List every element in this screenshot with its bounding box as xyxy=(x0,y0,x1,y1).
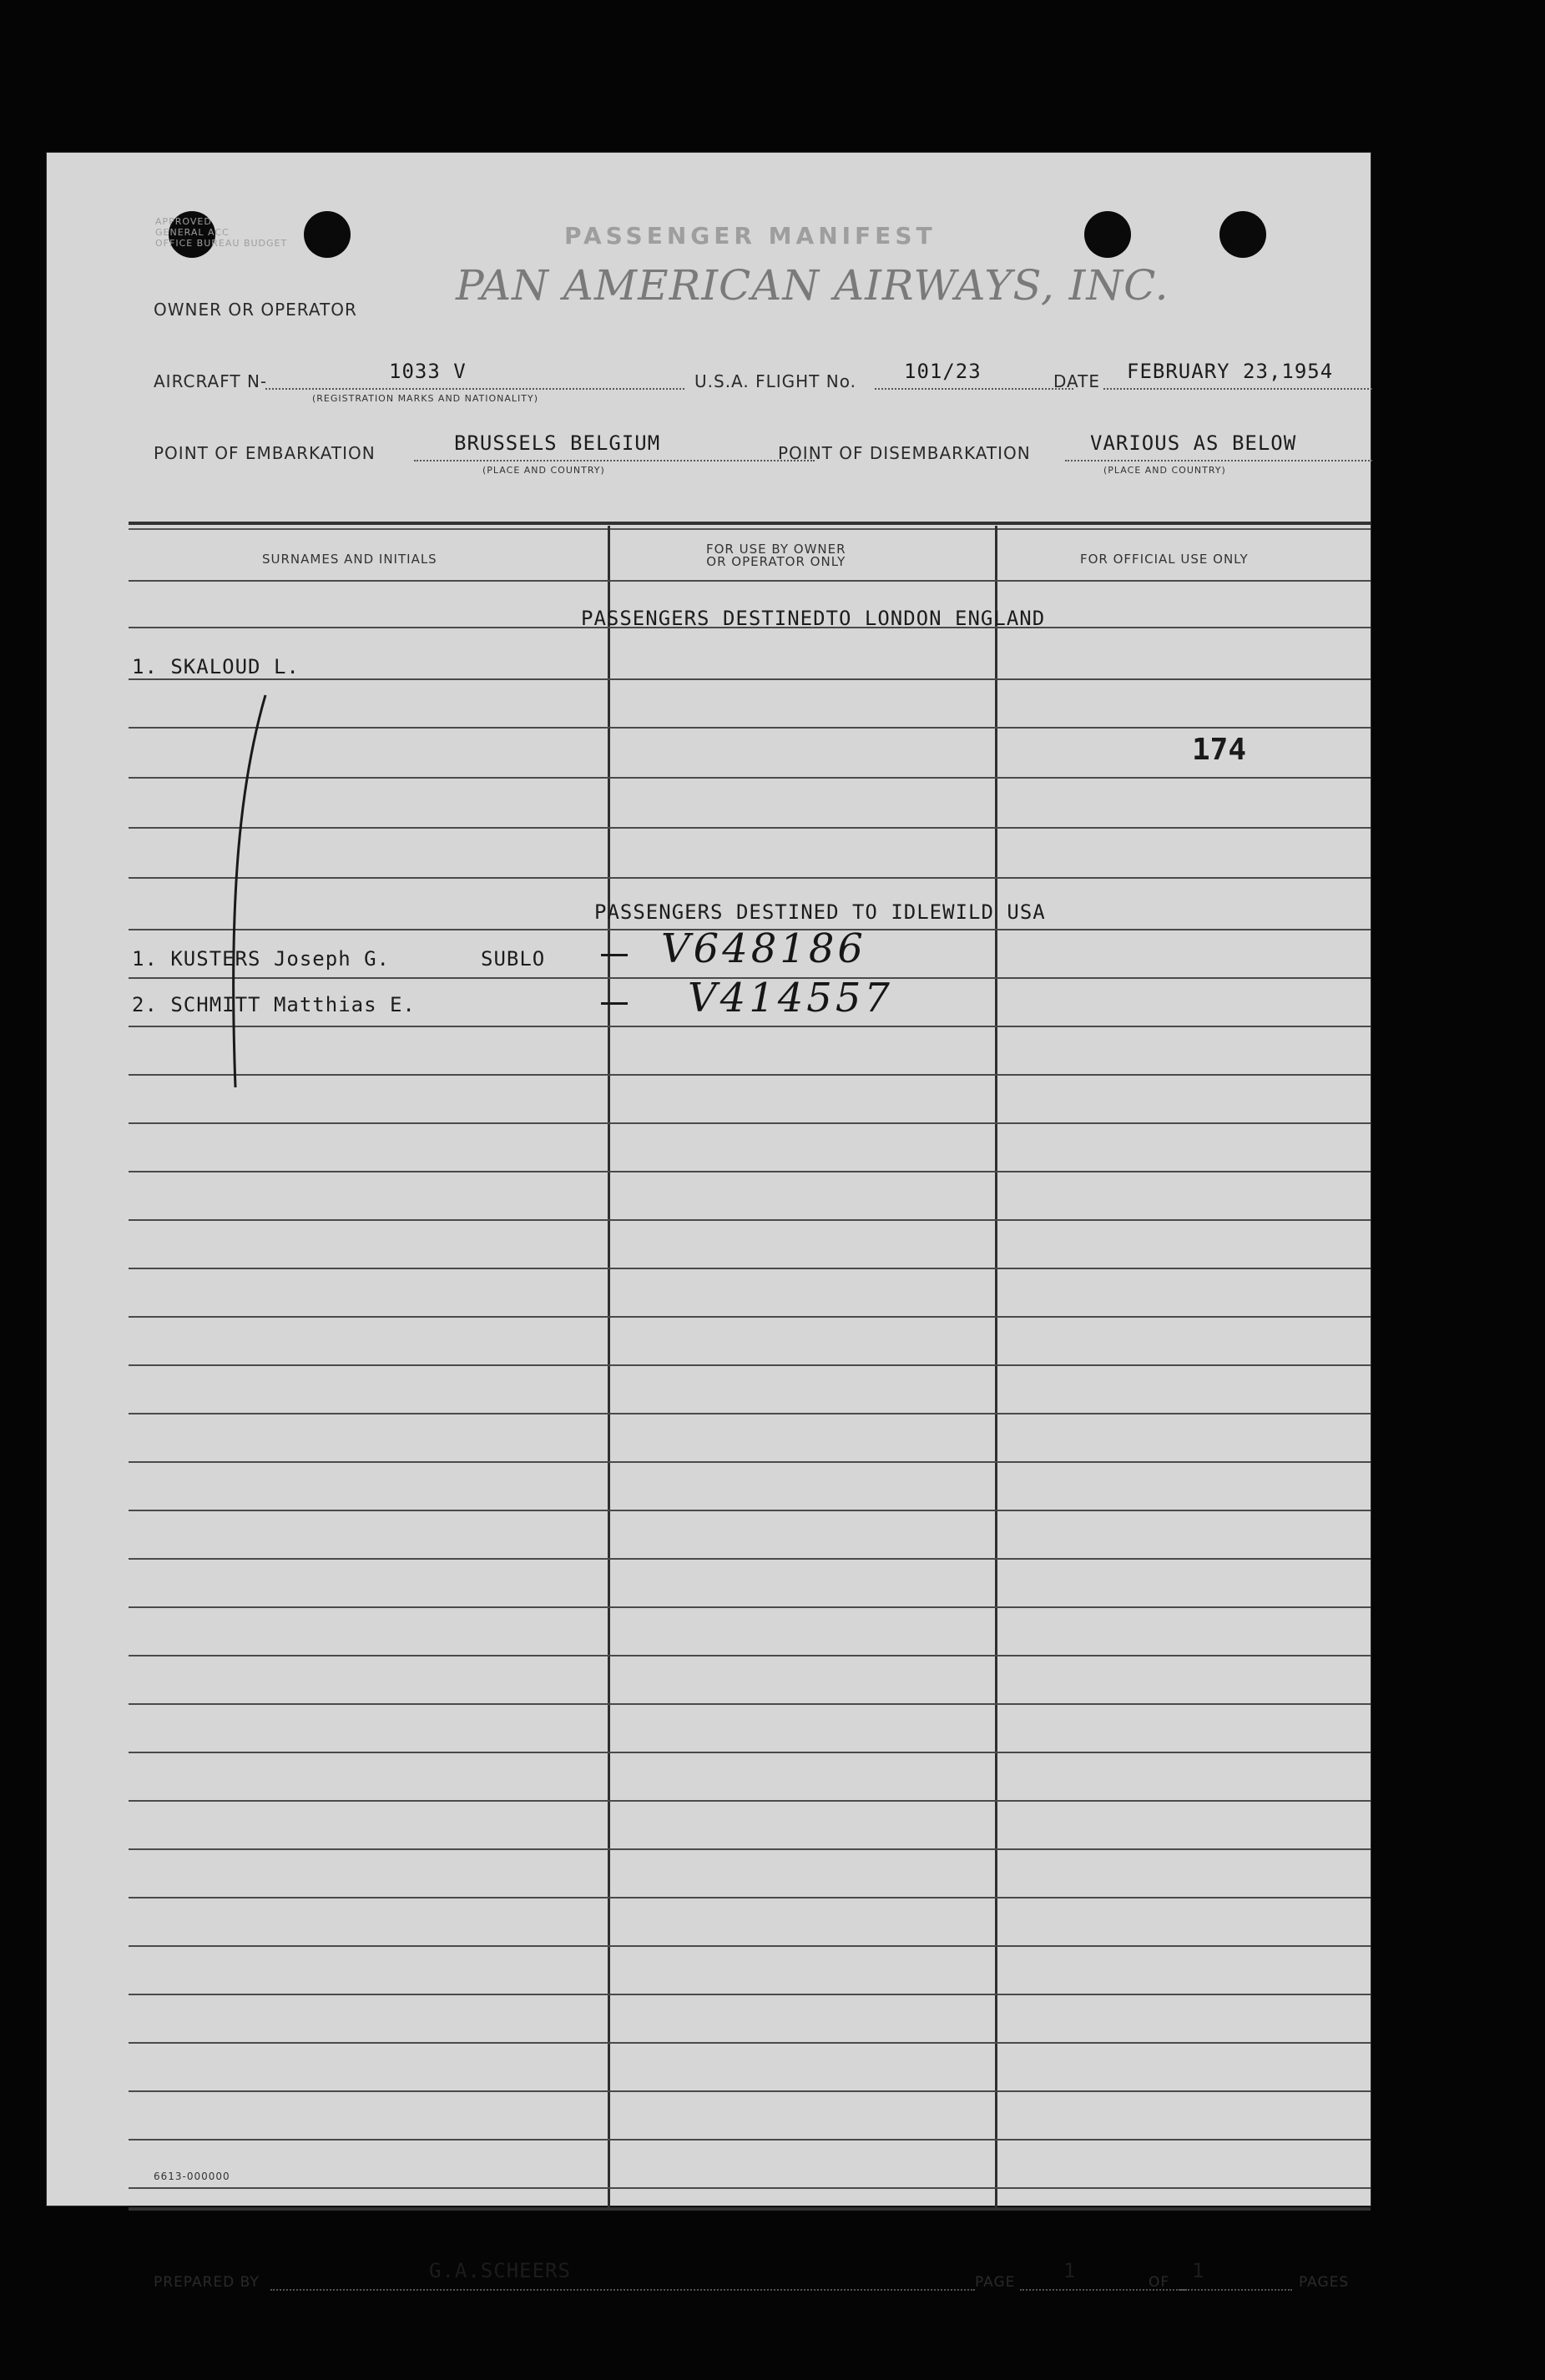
ruled-line xyxy=(129,1026,1371,1027)
punch-hole-icon xyxy=(304,211,351,258)
ruled-line xyxy=(129,1219,1371,1221)
prepared-by-label: PREPARED BY xyxy=(154,2274,260,2291)
column-header-owner-use: FOR USE BY OWNER OR OPERATOR ONLY xyxy=(706,542,846,569)
ruled-line xyxy=(129,580,1371,582)
ruled-line xyxy=(129,2187,1371,2189)
group-heading-idlewild: PASSENGERS DESTINED TO IDLEWILD USA xyxy=(594,900,1046,924)
ruled-line xyxy=(129,1897,1371,1898)
ruled-line xyxy=(129,1364,1371,1366)
dash-mark-icon xyxy=(601,954,628,956)
aircraft-label: AIRCRAFT N- xyxy=(154,371,268,391)
ruled-line xyxy=(129,1268,1371,1269)
group-heading-london: PASSENGERS DESTINEDTO LONDON ENGLAND xyxy=(581,607,1046,630)
ruled-line xyxy=(129,1413,1371,1414)
ruled-line xyxy=(129,727,1371,729)
ruled-line xyxy=(129,2139,1371,2140)
bracket-mark-icon xyxy=(214,687,280,1104)
ruled-line xyxy=(129,877,1371,879)
ruled-line xyxy=(129,678,1371,680)
embarkation-label: POINT OF EMBARKATION xyxy=(154,443,376,463)
date-value: FEBRUARY 23,1954 xyxy=(1127,360,1334,383)
page-value: 1 xyxy=(1063,2259,1077,2282)
ruled-line xyxy=(129,1122,1371,1124)
flight-label: U.S.A. FLIGHT No. xyxy=(694,371,856,391)
passenger-note: SUBLO xyxy=(481,947,546,971)
ruled-line xyxy=(129,1703,1371,1705)
ruled-line xyxy=(129,1945,1371,1947)
ruled-line xyxy=(129,2042,1371,2044)
prepared-by-value: G.A.SCHEERS xyxy=(429,2259,571,2282)
passenger-name: 2. SCHMITT Matthias E. xyxy=(132,993,416,1016)
column-header-surnames: SURNAMES AND INITIALS xyxy=(262,552,437,567)
form-approval-stamp: APPROVED GENERAL ACC OFFICE BUREAU BUDGET xyxy=(155,216,288,249)
dash-mark-icon xyxy=(601,1002,628,1005)
embarkation-sublabel: (PLACE AND COUNTRY) xyxy=(482,465,605,476)
aircraft-value: 1033 V xyxy=(389,360,467,383)
of-label: OF xyxy=(1149,2274,1170,2291)
disembarkation-value: VARIOUS AS BELOW xyxy=(1090,431,1297,455)
ruled-line xyxy=(129,1752,1371,1753)
ruled-line xyxy=(129,1994,1371,1995)
form-title: PASSENGER MANIFEST xyxy=(564,222,937,250)
owner-value: PAN AMERICAN AIRWAYS, INC. xyxy=(456,261,1169,310)
embarkation-value: BRUSSELS BELGIUM xyxy=(454,431,661,455)
ruled-line xyxy=(129,777,1371,779)
passenger-name: 1. KUSTERS Joseph G. xyxy=(132,947,390,971)
passenger-name: 1. SKALOUD L. xyxy=(132,655,300,678)
punch-hole-icon xyxy=(1219,211,1266,258)
date-label: DATE xyxy=(1053,371,1101,391)
form-number: 6613-000000 xyxy=(154,2171,230,2182)
handwritten-visa-number: V414557 xyxy=(688,975,893,1021)
manifest-sheet xyxy=(47,153,1371,2291)
ruled-line xyxy=(129,1655,1371,1656)
pages-label: PAGES xyxy=(1299,2274,1350,2291)
table-bottom-rule xyxy=(129,2207,1371,2211)
ruled-line xyxy=(129,1461,1371,1463)
ruled-line xyxy=(129,1800,1371,1802)
ruled-line xyxy=(129,827,1371,829)
official-number: 174 xyxy=(1192,733,1247,767)
ruled-line xyxy=(129,1316,1371,1318)
ruled-line xyxy=(129,1558,1371,1560)
punch-hole-icon xyxy=(1084,211,1131,258)
of-value: 1 xyxy=(1192,2259,1205,2282)
disembarkation-sublabel: (PLACE AND COUNTRY) xyxy=(1103,465,1226,476)
ruled-line xyxy=(129,1074,1371,1076)
ruled-line xyxy=(129,1510,1371,1511)
ruled-line xyxy=(129,1171,1371,1172)
flight-value: 101/23 xyxy=(904,360,982,383)
aircraft-sublabel: (REGISTRATION MARKS AND NATIONALITY) xyxy=(312,393,539,404)
table-top-rule xyxy=(129,522,1371,525)
page-label: PAGE xyxy=(975,2274,1016,2291)
owner-label: OWNER OR OPERATOR xyxy=(154,300,357,320)
ruled-line xyxy=(129,2090,1371,2092)
ruled-line xyxy=(129,1606,1371,1608)
disembarkation-label: POINT OF DISEMBARKATION xyxy=(778,443,1031,463)
column-header-official: FOR OFFICIAL USE ONLY xyxy=(1080,552,1249,567)
handwritten-visa-number: V648186 xyxy=(661,925,866,972)
ruled-line xyxy=(129,1848,1371,1850)
